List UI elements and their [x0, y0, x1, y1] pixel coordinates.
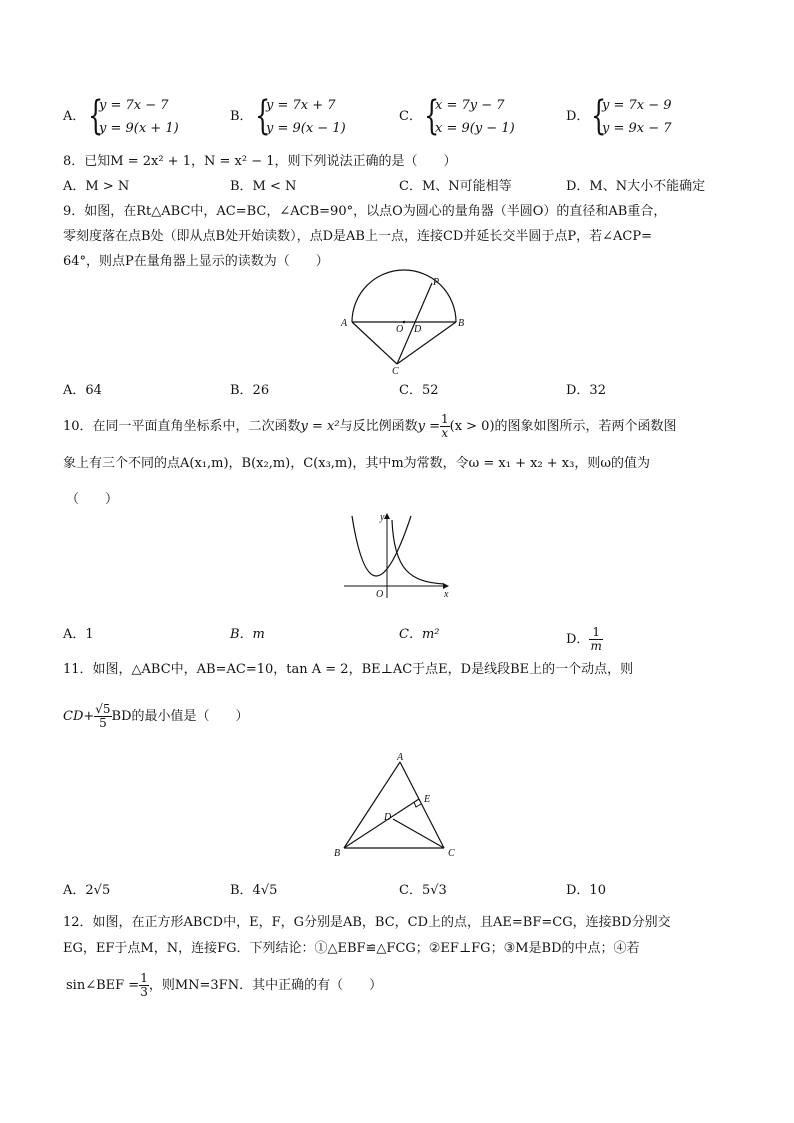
q7-d-row1: y = 7x − 9	[602, 98, 672, 113]
q10-fraction	[440, 413, 450, 440]
label-a: A	[341, 318, 348, 329]
q7-a-row1: y = 7x − 7	[99, 98, 169, 113]
q10-line1-a: 10．在同一平面直角坐标系中，二次函数	[63, 419, 301, 434]
q10-line1	[63, 413, 677, 440]
q11-option-d: D．10	[566, 883, 606, 898]
q11-option-a: A．2√5	[63, 883, 111, 898]
q8-option-d: D．M、N大小不能确定	[566, 179, 706, 194]
semicircle-arc	[352, 270, 456, 322]
q11-fraction	[94, 703, 111, 730]
brace-icon: {	[255, 93, 271, 139]
q12-line1: 12．如图，在正方形ABCD中，E，F，G分别是AB，BC，CD上的点，且AE=BF=CG，连接BD分别交	[63, 915, 671, 930]
q10-option-d-num: 1	[589, 626, 602, 640]
q10-option-d-label: D．	[566, 632, 590, 647]
segment-ab	[344, 762, 400, 848]
q10-frac-num: 1	[440, 412, 449, 426]
q12-line3	[66, 972, 382, 999]
q7-option-a-label: A．	[63, 109, 86, 124]
axis-label-y: y	[380, 512, 385, 523]
q11-frac-num: √5	[95, 702, 111, 716]
q10-option-d	[566, 626, 603, 653]
segment-ac	[352, 322, 397, 364]
q7-option-d-system	[591, 94, 701, 142]
q10-line1-b: y = x²	[300, 419, 340, 434]
q10-option-a: A．1	[63, 627, 94, 642]
q12-fraction	[139, 972, 149, 999]
q10-line2: 象上有三个不同的点A(x₁,m)，B(x₂,m)，C(x₃,m)，其中m为常数，令ω = x₁ + x₂ + x₃，则ω的值为	[63, 456, 650, 471]
label-c: C	[392, 366, 399, 377]
q9-option-a: A．64	[63, 383, 102, 398]
label-d: D	[384, 812, 392, 823]
q11-line2-a: CD+	[63, 709, 95, 724]
q7-option-b-system	[255, 94, 365, 142]
label-b: B	[334, 848, 341, 859]
q8-option-c: C．M、N可能相等	[399, 179, 512, 194]
q9-option-c: C．52	[399, 383, 439, 398]
brace-icon: {	[88, 93, 104, 139]
q10-option-b: B．m	[230, 627, 265, 642]
parabola-curve	[352, 516, 411, 576]
q9-line1: 9．如图，在Rt△ABC中，AC=BC，∠ACB=90°，以点O为圆心的量角器（半圆O）的直径和AB重合，	[63, 204, 667, 219]
q7-option-a-system	[88, 94, 198, 142]
q8-option-a: A．M > N	[63, 179, 130, 194]
brace-icon: {	[424, 93, 440, 139]
axis-label-o: O	[376, 589, 384, 600]
q7-c-row1: x = 7y − 7	[435, 98, 505, 113]
q9-line3: 64°，则点P在量角器上显示的读数为（ ）	[63, 254, 329, 269]
q8-option-b: B．M < N	[230, 179, 297, 194]
axis-label-x: x	[444, 589, 449, 600]
q11-line2-b: BD的最小值是（ ）	[111, 709, 249, 724]
q9-option-b: B．26	[230, 383, 270, 398]
right-angle-mark	[414, 802, 421, 807]
brace-icon: {	[591, 93, 607, 139]
q7-d-row2: y = 9x − 7	[602, 121, 672, 136]
q7-option-d-label: D．	[566, 109, 590, 124]
q12-line3-b: ，则MN=3FN．其中正确的有（ ）	[148, 978, 383, 993]
q9-option-d: D．32	[566, 383, 606, 398]
q10-option-d-den: m	[590, 639, 602, 653]
segment-be	[344, 799, 419, 848]
q7-b-row1: y = 7x + 7	[266, 98, 336, 113]
q10-line1-c: 与反比例函数	[339, 419, 418, 434]
q10-line1-d: y =	[417, 419, 440, 434]
q7-option-c-system	[424, 94, 534, 142]
q7-b-row2: y = 9(x − 1)	[266, 121, 346, 136]
q9-figure	[338, 277, 465, 377]
q12-line3-a: sin∠BEF =	[66, 978, 140, 993]
q7-option-b-label: B．	[230, 109, 253, 124]
q10-line1-e: (x > 0)的图象如图所示，若两个函数图	[449, 419, 677, 434]
q11-option-c: C．5√3	[399, 883, 447, 898]
q12-frac-den: 3	[140, 985, 148, 999]
q10-option-d-fraction	[589, 626, 602, 653]
q10-frac-den: x	[441, 426, 449, 440]
label-d: D	[414, 324, 422, 335]
label-c: C	[448, 848, 455, 859]
q12-line2: EG，EF于点M，N，连接FG．下列结论：①△EBF≌△FCG；②EF⊥FG；③M是BD的中点；④若	[63, 941, 640, 956]
q11-line1: 11．如图，△ABC中，AB=AC=10，tan A = 2，BE⊥AC于点E，D是线段BE上的一个动点，则	[63, 662, 634, 677]
q11-frac-den: 5	[99, 716, 107, 730]
label-p: P	[433, 277, 440, 288]
q8-stem: 8．已知M = 2x² + 1，N = x² − 1，则下列说法正确的是（ ）	[63, 154, 457, 169]
label-o: O	[396, 324, 404, 335]
q11-option-b: B．4√5	[230, 883, 278, 898]
q10-figure	[340, 510, 458, 602]
q10-line3: （ ）	[66, 492, 119, 507]
label-a: A	[397, 752, 404, 763]
q9-line2: 零刻度落在点B处（即从点B处开始读数），点D是AB上一点，连接CD并延长交半圆于点P，若∠ACP=	[63, 229, 652, 244]
q7-option-c-label: C．	[399, 109, 422, 124]
q11-figure	[330, 752, 462, 860]
q11-line2	[63, 703, 249, 730]
hyperbola-curve	[392, 520, 444, 584]
q7-c-row2: x = 9(y − 1)	[435, 121, 515, 136]
label-b: B	[458, 318, 465, 329]
q7-a-row2: y = 9(x + 1)	[99, 121, 179, 136]
center-o-dot	[403, 321, 406, 324]
label-e: E	[424, 794, 431, 805]
q10-option-c: C．m²	[399, 627, 440, 642]
q12-frac-num: 1	[140, 971, 148, 985]
